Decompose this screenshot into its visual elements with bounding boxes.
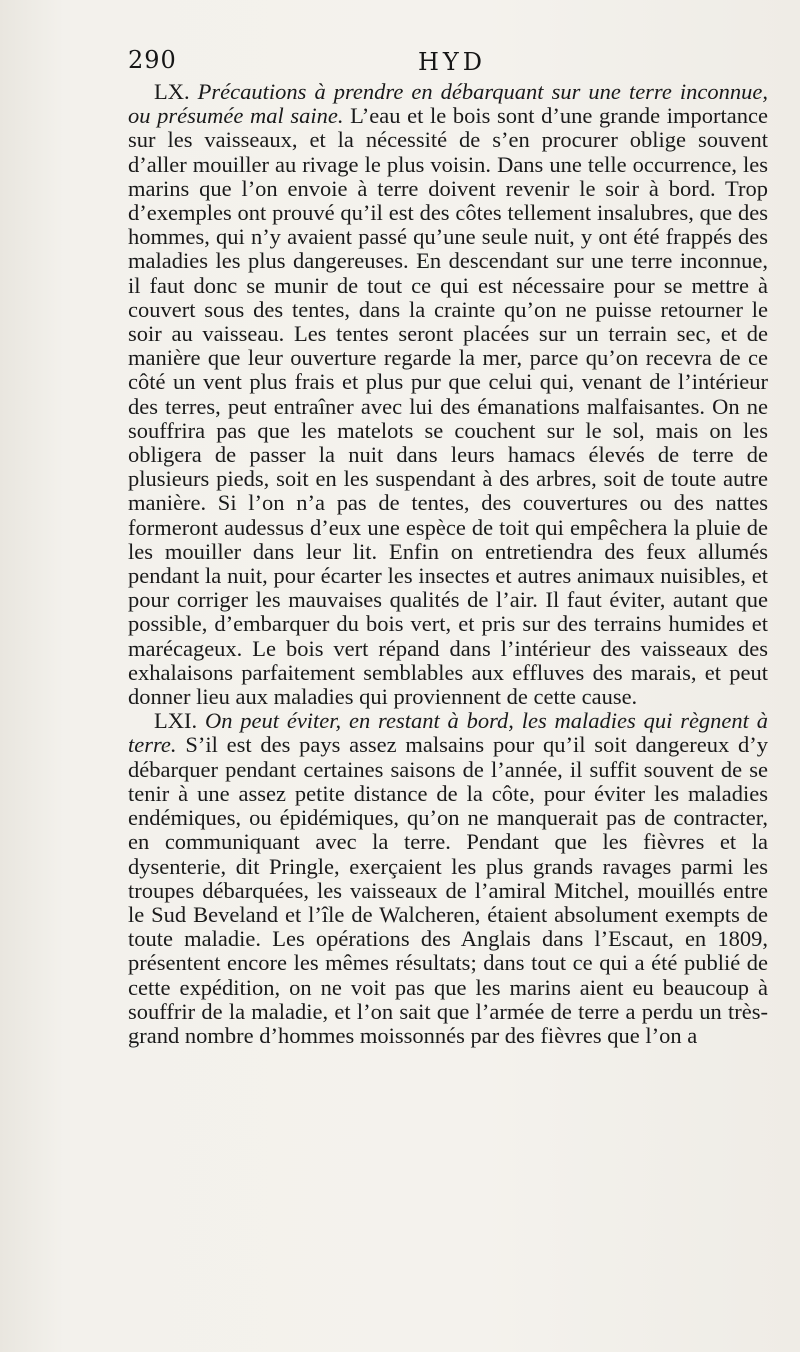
section-title: On peut éviter, en restant à bord, les maladies qui règnent à terre. <box>128 708 768 758</box>
section-number: LX. <box>154 79 190 104</box>
body-text <box>128 80 768 1048</box>
page-number: 290 <box>128 46 177 74</box>
paragraph-text: L’eau et le bois sont d’une grande importance sur les vaisseaux, et la nécessité de s’en procurer oblige souvent d’aller mouiller au rivage le plus voisin. Dans une telle occurrence, les marins que l’on envoie à terre doivent revenir le soir à bord. Trop d’exemples ont prouvé qu’il est des côtes tellement insalubres, que des hommes, qui n’y avaient passé qu’une seule nuit, y ont été frappés des maladies les plus dangereuses. En descendant sur une terre inconnue, il faut donc se munir de tout ce qui est nécessaire pour se mettre à couvert sous des tentes, dans la crainte qu’on ne puisse retourner le soir au vaisseau. Les tentes seront placées sur un terrain sec, et de manière que leur ouverture regarde la mer, parce qu’on recevra de ce côté un vent plus frais et plus pur que celui qui, venant de l’intérieur des terres, peut entraîner avec lui des émanations malfaisantes. On ne souffrira pas que les matelots se couchent sur le sol, mais on les obligera de passer la nuit dans leurs hamacs élevés de terre de plusieurs pieds, soit en les suspendant à des arbres, soit de toute autre manière. Si l’on n’a pas de tentes, des couvertures ou des nattes formeront audessus d’eux une espèce de toit qui empêchera la pluie de les mouiller dans leur lit. Enfin on entretiendra des feux allumés pendant la nuit, pour écarter les insectes et autres animaux nuisibles, et pour corriger les mauvaises qualités de l’air. Il faut éviter, autant que possible, d’embarquer du bois vert, et pris sur des terrains humides et marécageux. Le bois vert répand dans l’intérieur des vaisseaux des exhalaisons parfaitement semblables aux effluves des marais, et peut donner lieu aux maladies qui proviennent de cette cause. <box>128 103 768 710</box>
page-header <box>128 44 768 84</box>
paragraph-text: S’il est des pays assez malsains pour qu’il soit dangereux d’y débarquer pendant certaines saisons de l’année, il suffit souvent de se tenir à une assez petite distance de la côte, pour éviter les maladies endémiques, ou épidémiques, qu’on ne manquerait pas de contracter, en communiquant avec la terre. Pendant que les fièvres et la dysenterie, dit Pringle, exerçaient les plus grands ravages parmi les troupes débarquées, les vaisseaux de l’amiral Mitchel, mouillés entre le Sud Beveland et l’île de Walcheren, étaient absolument exempts de toute maladie. Les opérations des Anglais dans l’Escaut, en 1809, présentent encore les mêmes résultats; dans tout ce qui a été publié de cette expédition, on ne voit pas que les marins aient eu beaucoup à souffrir de la maladie, et l’on sait que l’armée de terre a perdu un très-grand nombre d’hommes moissonnés par des fièvres que l’on a <box>128 732 769 1048</box>
paragraph-lxi <box>128 709 768 1048</box>
running-head: HYD <box>418 48 487 76</box>
paragraph-lx <box>128 80 768 709</box>
section-number: LXI. <box>154 708 198 734</box>
section-title: Précautions à prendre en débarquant sur une terre inconnue, ou présumée mal saine. <box>128 79 768 129</box>
